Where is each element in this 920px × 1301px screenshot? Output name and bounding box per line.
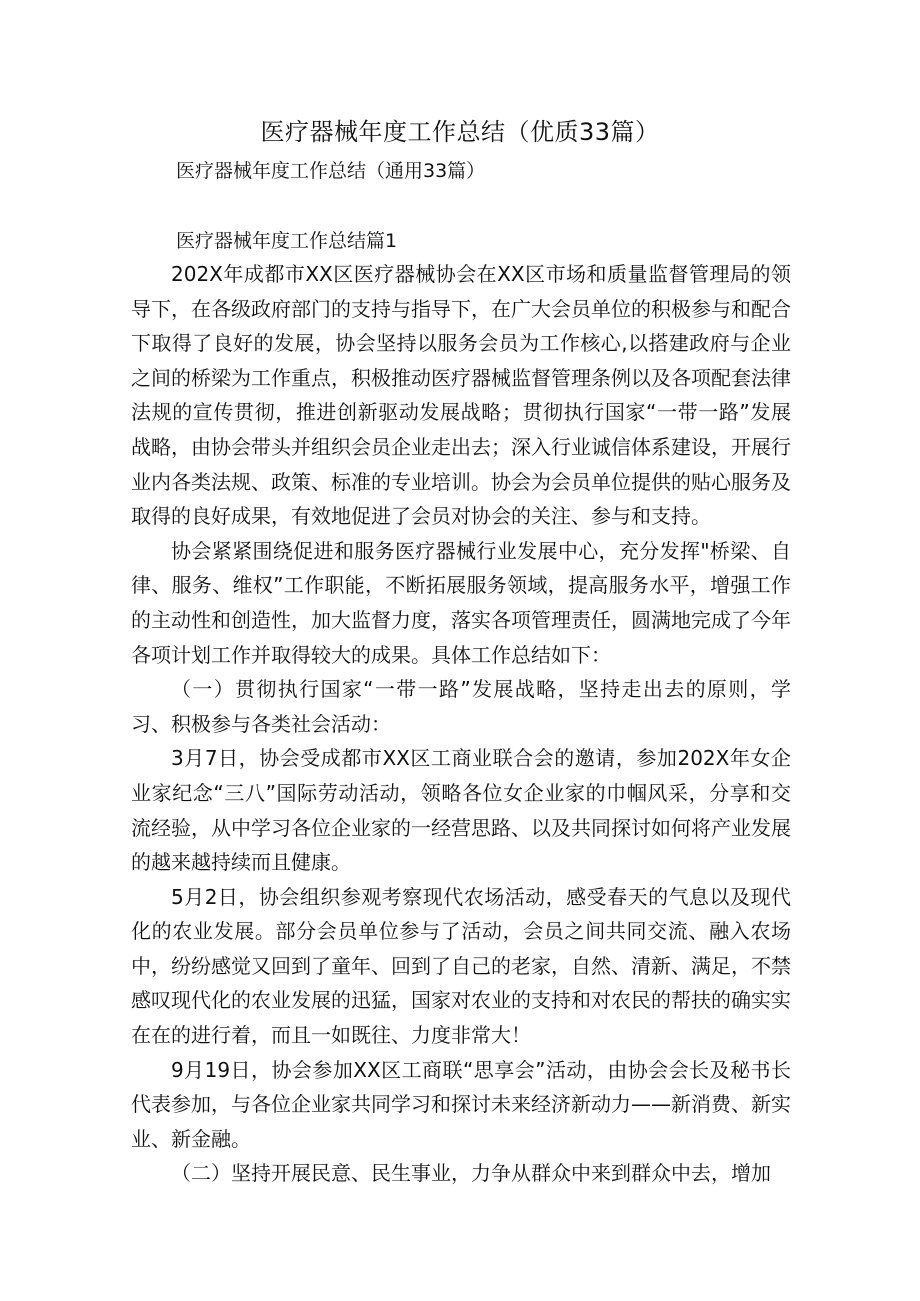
section-heading: 医疗器械年度工作总结篇1 <box>176 230 398 252</box>
paragraph: 3月7日，协会受成都市XX区工商业联合会的邀请，参加202X年女企业家纪念“三八”国际劳动活动，领略各位女企业家的巾帼风采，分享和交流经验，从中学习各位企业家的一经营思路、以及共同探讨如何将产业发展的越来越持续而且健康。 <box>131 746 791 875</box>
paragraph: 5月2日，协会组织参观考察现代农场活动，感受春天的气息以及现代化的农业发展。部分会员单位参与了活动，会员之间共同交流、融入农场中，纷纷感觉又回到了童年、回到了自己的老家，自然、清新、满足，不禁感叹现代化的农业发展的迅猛，国家对农业的支持和对农民的帮扶的确实实在在的进行着，而且一如既往、力度非常大！ <box>131 884 791 1048</box>
paragraph: （一）贯彻执行国家“一带一路”发展战略，坚持走出去的原则，学习、积极参与各类社会活动： <box>131 677 791 736</box>
document-subtitle: 医疗器械年度工作总结（通用33篇） <box>176 160 486 182</box>
paragraph: 协会紧紧围绕促进和服务医疗器械行业发展中心，充分发挥"桥梁、自律、服务、维权”工作职能，不断拓展服务领域，提高服务水平，增强工作的主动性和创造性，加大监督力度，落实各项管理责任，圆满地完成了今年各项计划工作并取得较大的成果。具体工作总结如下： <box>131 538 791 667</box>
document-title: 医疗器械年度工作总结（优质33篇） <box>260 118 660 146</box>
paragraph: 202X年成都市XX区医疗器械协会在XX区市场和质量监督管理局的领导下，在各级政府部门的支持与指导下，在广大会员单位的积极参与和配合下取得了良好的发展，协会坚持以服务会员为工作核心,以搭建政府与企业之间的桥梁为工作重点，积极推动医疗器械监督管理条例以及各项配套法律法规的宣传贯彻，推进创新驱动发展战略；贯彻执行国家“一带一路”发展战略，由协会带头并组织会员企业走出去；深入行业诚信体系建设，开展行业内各类法规、政策、标准的专业培训。协会为会员单位提供的贴心服务及取得的良好成果，有效地促进了会员对协会的关注、参与和支持。 <box>131 262 791 529</box>
paragraph: 9月19日，协会参加XX区工商联“思享会”活动，由协会会长及秘书长代表参加，与各位企业家共同学习和探讨未来经济新动力——新消费、新实业、新金融。 <box>131 1057 791 1151</box>
body-text <box>131 257 791 1191</box>
paragraph: （二）坚持开展民意、民生事业，力争从群众中来到群众中去，增加 <box>171 1161 771 1186</box>
